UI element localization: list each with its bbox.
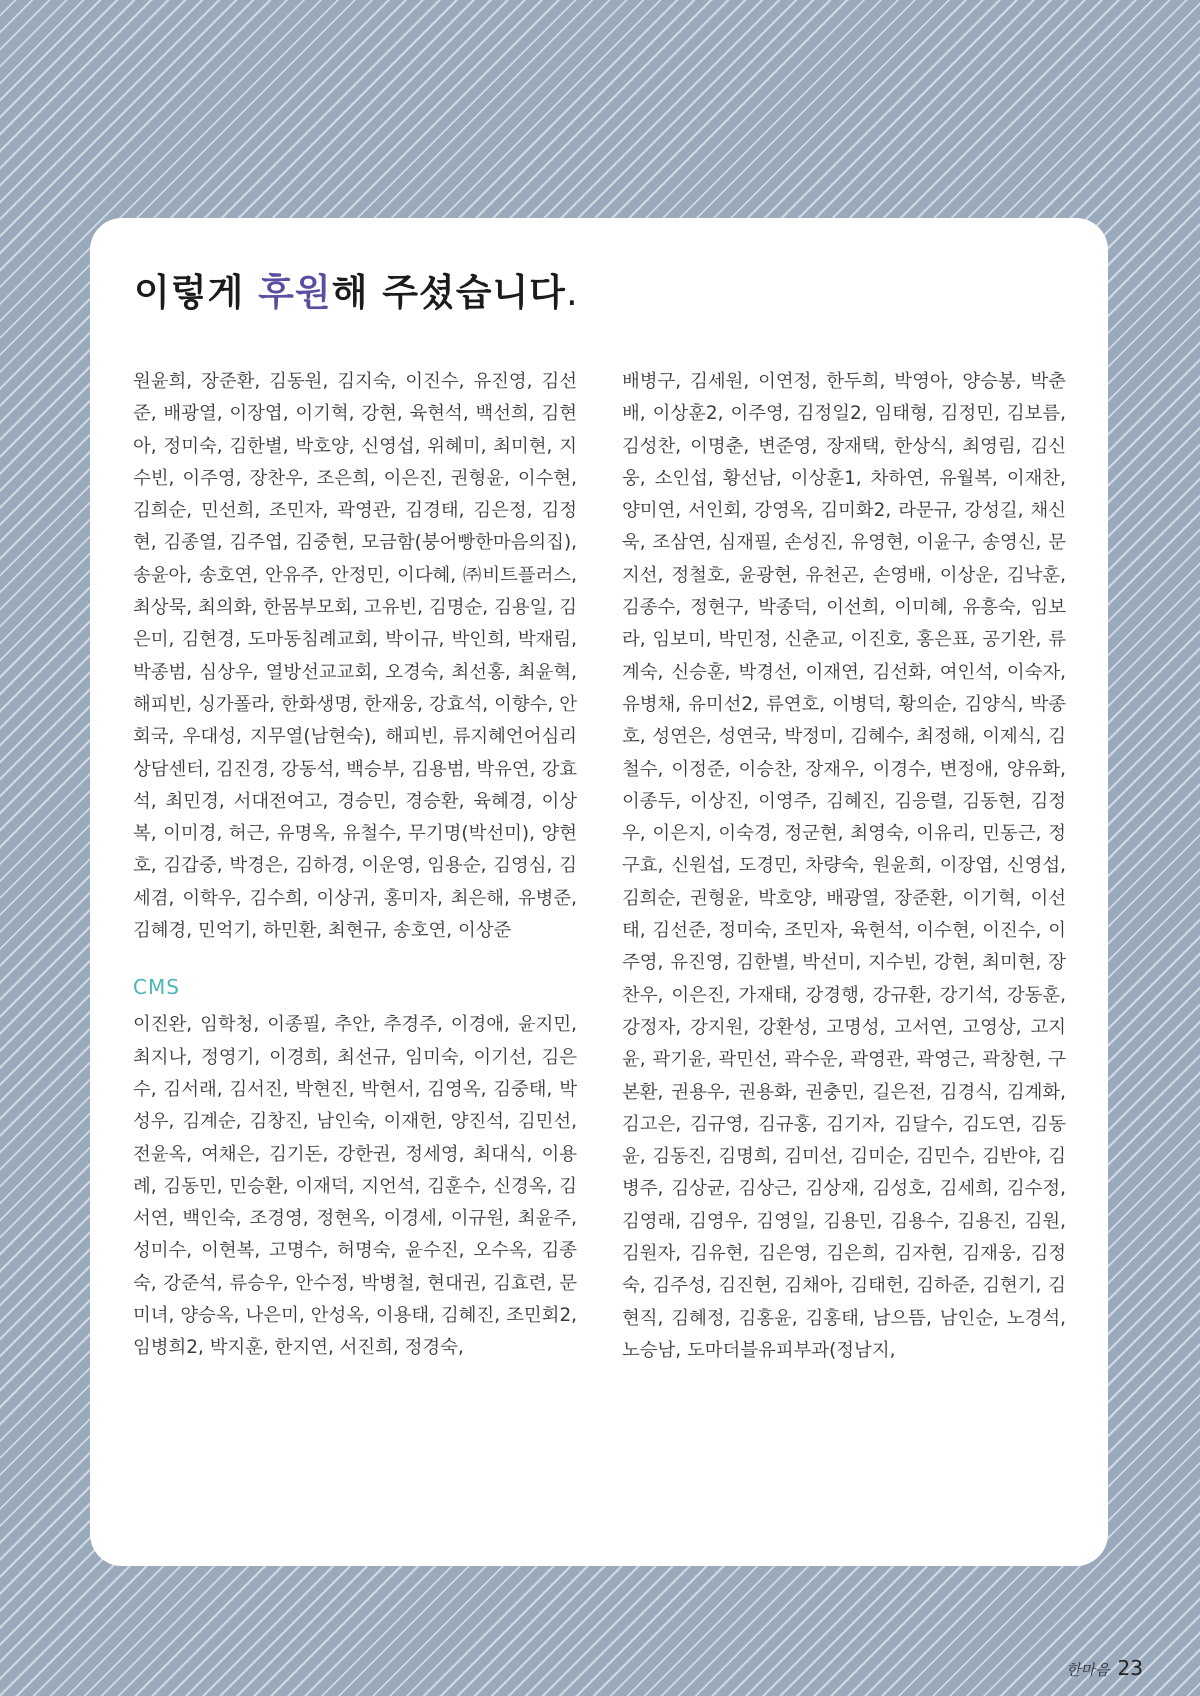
title-suffix: 해 주셨습니다 — [331, 271, 566, 314]
cms-heading: CMS — [133, 975, 180, 1000]
content-card — [90, 218, 1108, 1566]
title-period: . — [565, 271, 579, 314]
right-column — [622, 366, 1066, 1367]
donor-list: 원윤희, 장준환, 김동원, 김지숙, 이진수, 유진영, 김선준, 배광열, 이장엽, 이기혁, 강현, 육현석, 백선희, 김현아, 정미숙, 김한별, 박호양, 신영섭, 위혜미, 최미현, 지수빈, 이주영, 장찬우, 조은희, 이은진, 권형윤, 이수현, 김희순, 민선희, 조민자, 곽영관, 김경태, 김은정, 김정현, 김종열, 김주엽, 김중현, 모금함(붕어빵한마음의집), 송윤아, 송호연, 안유주, 안정민, 이다혜, ㈜비트플러스, 최상묵, 최의화, 한몸부모회, 고유빈, 김명순, 김용일, 김은미, 김현경, 도마동침례교회, 박이규, 박인희, 박재림, 박종범, 심상우, 열방선교교회, 오경숙, 최선홍, 최윤혁, 해피빈, 싱가폴라, 한화생명, 한재웅, 강효석, 이향수, 안회국, 우대성, 지무열(남현숙), 해피빈, 류지혜언어심리상담센터, 김진경, 강동석, 백승부, 김용범, 박유연, 강효석, 최민경, 서대전여고, 경승민, 경승환, 육혜경, 이상복, 이미경, 허근, 유명옥, 유철수, 무기명(박선미), 양현호, 김갑중, 박경은, 김하경, 이운영, 임용순, 김영심, 김세겸, 이학우, 김수희, 이상귀, 홍미자, 최은해, 유병준, 김혜경, 민억기, 하민환, 최현규, 송호연, 이상준 — [133, 371, 577, 942]
cms-donor-list: 이진완, 임학청, 이종필, 추안, 추경주, 이경애, 윤지민, 최지나, 정영기, 이경희, 최선규, 임미숙, 이기선, 김은수, 김서래, 김서진, 박현진, 박현서, 김영옥, 김중태, 박성우, 김계순, 김창진, 남인숙, 이재헌, 양진석, 김민선, 전윤옥, 여채은, 김기돈, 강한권, 정세영, 최대식, 이용례, 김동민, 민승환, 이재덕, 지언석, 김훈수, 신경옥, 김서연, 백인숙, 조경영, 정현옥, 이경세, 이규원, 최윤주, 성미수, 이현복, 고명수, 허명숙, 윤수진, 오수옥, 김종숙, 강준석, 류승우, 안수정, 박병철, 현대권, 김효련, 문미녀, 양승옥, 나은미, 안성옥, 이용태, 김혜진, 조민회2, 임병희2, 박지훈, 한지연, 서진희, 정경숙, — [133, 1014, 577, 1359]
magazine-logo: 한마음 — [1066, 1661, 1110, 1679]
title-prefix: 이렇게 — [134, 271, 259, 314]
page-footer — [1066, 1656, 1143, 1680]
page-title — [134, 262, 579, 316]
donor-list-continued: 배병구, 김세원, 이연정, 한두희, 박영아, 양승봉, 박춘배, 이상훈2, 이주영, 김정일2, 임태형, 김정민, 김보름, 김성찬, 이명춘, 변준영, 장재택, 한상식, 최영림, 김신웅, 소인섭, 황선남, 이상훈1, 차하연, 유월복, 이재찬, 양미연, 서인회, 강영옥, 김미화2, 라문규, 강성길, 채신욱, 조삼연, 심재필, 손성진, 유영현, 이윤구, 송영신, 문지선, 정철호, 윤광현, 유천곤, 손영배, 이상운, 김낙훈, 김종수, 정현구, 박종덕, 이선희, 이미혜, 유흥숙, 임보라, 임보미, 박민정, 신춘교, 이진호, 홍은표, 공기완, 류계숙, 신승훈, 박경선, 이재연, 김선화, 여인석, 이숙자, 유병채, 유미선2, 류연호, 이병덕, 황의순, 김양식, 박종호, 성연은, 성연국, 박정미, 김혜수, 최정해, 이제식, 김철수, 이정준, 이승찬, 장재우, 이경수, 변정애, 양유화, 이종두, 이상진, 이영주, 김혜진, 김응렬, 김동현, 김정우, 이은지, 이숙경, 정군현, 최영숙, 이유리, 민동근, 정구효, 신원섭, 도경민, 차량숙, 원윤희, 이장엽, 신영섭, 김희순, 권형윤, 박호양, 배광열, 장준환, 이기혁, 이선태, 김선준, 정미숙, 조민자, 육현석, 이수현, 이진수, 이주영, 유진영, 김한별, 박선미, 지수빈, 강현, 최미현, 장찬우, 이은진, 가재태, 강경행, 강규환, 강기석, 강동훈, 강정자, 강지원, 강환성, 고명성, 고서연, 고영상, 고지윤, 곽기윤, 곽민선, 곽수운, 곽영관, 곽영근, 곽창현, 구본환, 권용우, 권용화, 권충민, 길은전, 김경식, 김계화, 김고은, 김규영, 김규홍, 김기자, 김달수, 김도연, 김동윤, 김동진, 김명희, 김미선, 김미순, 김민수, 김반야, 김병주, 김상균, 김상근, 김상재, 김성호, 김세희, 김수정, 김영래, 김영우, 김영일, 김용민, 김용수, 김용진, 김원, 김원자, 김유현, 김은영, 김은희, 김자현, 김재웅, 김정숙, 김주성, 김진현, 김채아, 김태헌, 김하준, 김현기, 김현직, 김혜정, 김홍윤, 김홍태, 남으뜸, 남인순, 노경석, 노승남, 도마더블유피부과(정남지, — [622, 371, 1066, 1361]
left-column — [133, 366, 577, 1365]
title-highlight: 후원 — [258, 271, 332, 314]
page-number: 23 — [1117, 1656, 1143, 1680]
